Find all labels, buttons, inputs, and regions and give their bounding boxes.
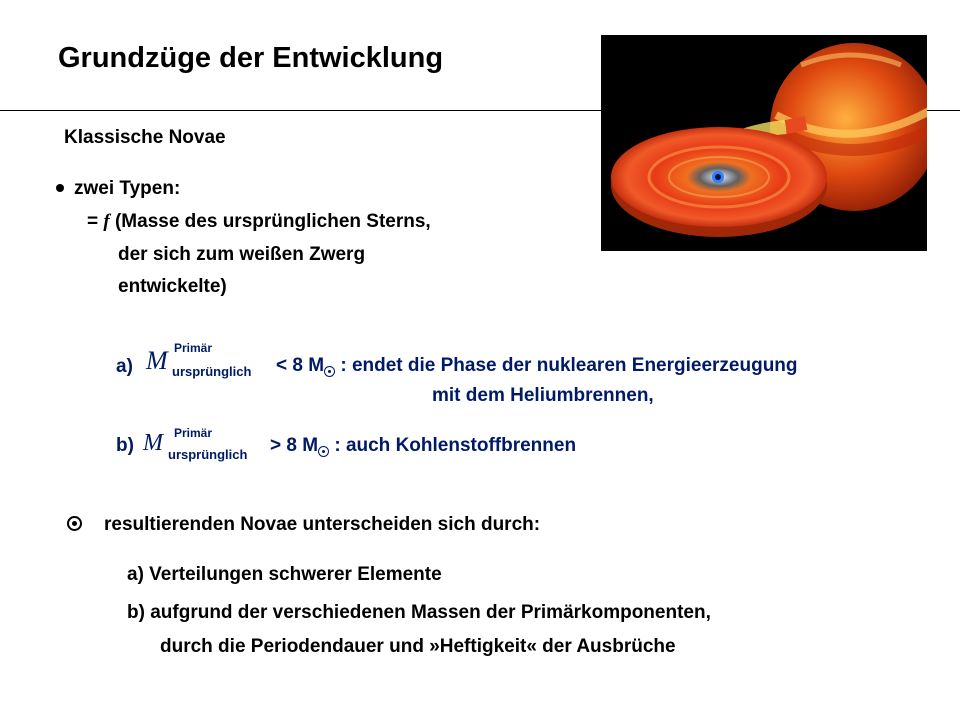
results-item-a: a) Verteilungen schwerer Elemente: [127, 564, 442, 585]
case-a-relation: < 8 M: [276, 355, 325, 376]
function-symbol: f: [103, 211, 110, 232]
case-b-relation: > 8 M: [270, 435, 319, 456]
sun-symbol-icon: [318, 446, 329, 457]
bullet-circle-icon: [67, 516, 82, 531]
case-a-sup: Primär: [174, 341, 213, 355]
results-item-b: b) aufgrund der verschiedenen Massen der Primärkomponenten,: [127, 602, 711, 623]
case-b-mass: [143, 430, 163, 457]
case-a-sub: ursprünglich: [172, 364, 252, 379]
case-a: [116, 339, 133, 377]
case-a-text: [276, 355, 798, 377]
case-b-sup: Primär: [174, 426, 213, 440]
function-line-2: der sich zum weißen Zwerg: [118, 244, 366, 265]
types-item: [56, 178, 180, 200]
case-b-label: b): [116, 435, 134, 456]
case-b-sub: ursprünglich: [168, 447, 248, 462]
function-line-3: entwickelte): [118, 276, 227, 297]
binary-star-drawing: [601, 35, 927, 251]
case-a-label: a): [116, 356, 133, 377]
bullet-dot: [56, 184, 64, 192]
function-text: (Masse des ursprünglichen Sterns,: [109, 211, 431, 232]
equals-sign: =: [87, 211, 104, 232]
function-line: [87, 211, 431, 233]
case-a-description: : endet die Phase der nuklearen Energieerzeugung: [335, 355, 798, 376]
results-item-b-2: durch die Periodendauer und »Heftigkeit« der Ausbrüche: [160, 636, 676, 657]
case-b-description: : auch Kohlenstoffbrennen: [329, 435, 577, 456]
section-subtitle: Klassische Novae: [64, 127, 226, 148]
nova-illustration: [601, 35, 927, 251]
mass-symbol: M: [146, 346, 168, 375]
case-a-text-2: mit dem Heliumbrennen,: [432, 385, 654, 406]
page-title: Grundzüge der Entwicklung: [58, 42, 444, 74]
results-heading: [67, 514, 540, 536]
mass-symbol: M: [143, 430, 163, 456]
types-label: zwei Typen:: [74, 178, 181, 199]
sun-symbol-icon: [324, 366, 335, 377]
case-b-text: [270, 435, 576, 457]
case-a-mass: [146, 346, 168, 376]
results-heading-text: resultierenden Novae unterscheiden sich durch:: [104, 514, 541, 535]
